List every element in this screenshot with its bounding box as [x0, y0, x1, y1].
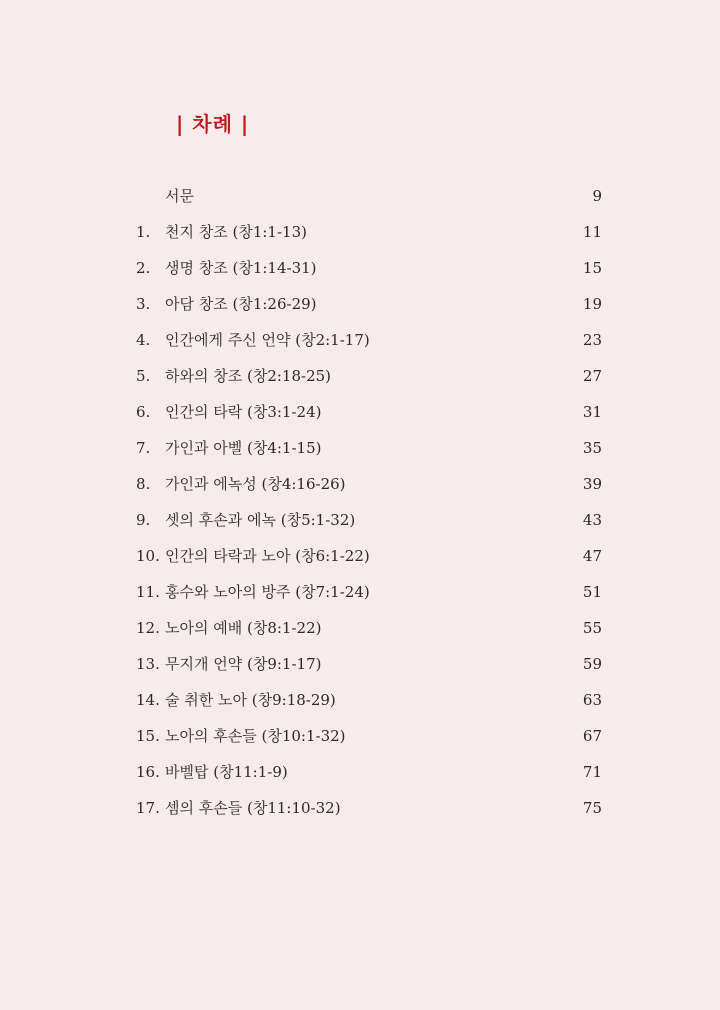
- toc-entry-page-number: 35: [582, 439, 602, 457]
- toc-heading: | 차례 |: [176, 112, 250, 136]
- toc-entry-title: 홍수와 노아의 방주 (창7:1-24): [165, 583, 370, 601]
- toc-entry-number: 5.: [136, 367, 151, 385]
- toc-entry-page-number: 43: [582, 511, 602, 529]
- toc-entry-title: 천지 창조 (창1:1-13): [165, 223, 307, 241]
- toc-entry[interactable]: [136, 214, 602, 250]
- toc-entry-page-number: 75: [582, 799, 602, 817]
- toc-entry-page-number: 39: [582, 475, 602, 493]
- toc-entry-title: 가인과 아벨 (창4:1-15): [165, 439, 322, 457]
- toc-entry-title: 바벨탑 (창11:1-9): [165, 763, 288, 781]
- toc-entry[interactable]: [136, 790, 602, 826]
- toc-entry-number: 9.: [136, 511, 151, 529]
- toc-entry[interactable]: [136, 502, 602, 538]
- toc-entry[interactable]: [136, 754, 602, 790]
- toc-entry-number: 1.: [136, 223, 151, 241]
- toc-entry-title: 가인과 에녹성 (창4:16-26): [165, 475, 346, 493]
- toc-entry-title: 서문: [165, 187, 194, 205]
- toc-entry-number: 8.: [136, 475, 151, 493]
- toc-entry-page-number: 15: [582, 259, 602, 277]
- toc-entry-number: 14.: [136, 691, 160, 709]
- toc-entry-title: 인간의 타락과 노아 (창6:1-22): [165, 547, 370, 565]
- toc-entry-title: 술 취한 노아 (창9:18-29): [165, 691, 336, 709]
- toc-entry-number: 11.: [136, 583, 160, 601]
- toc-entry[interactable]: [136, 430, 602, 466]
- toc-entry-page-number: 51: [582, 583, 602, 601]
- toc-entry-number: 10.: [136, 547, 160, 565]
- toc-entry-title: 노아의 예배 (창8:1-22): [165, 619, 322, 637]
- toc-entry-page-number: 23: [582, 331, 602, 349]
- toc-entry-number: 16.: [136, 763, 160, 781]
- toc-entry-title: 인간에게 주신 언약 (창2:1-17): [165, 331, 370, 349]
- toc-entry[interactable]: [136, 682, 602, 718]
- toc-entry[interactable]: [136, 178, 602, 214]
- toc-entry-page-number: 27: [582, 367, 602, 385]
- toc-entry[interactable]: [136, 394, 602, 430]
- toc-entry-title: 생명 창조 (창1:14-31): [165, 259, 317, 277]
- toc-entry-title: 인간의 타락 (창3:1-24): [165, 403, 322, 421]
- toc-entry[interactable]: [136, 610, 602, 646]
- toc-entry-number: 4.: [136, 331, 151, 349]
- toc-entry[interactable]: [136, 646, 602, 682]
- toc-entry[interactable]: [136, 466, 602, 502]
- toc-entry[interactable]: [136, 718, 602, 754]
- toc-list: [136, 178, 602, 826]
- toc-entry-number: 15.: [136, 727, 160, 745]
- toc-entry[interactable]: [136, 286, 602, 322]
- toc-entry-page-number: 55: [582, 619, 602, 637]
- toc-entry-number: 2.: [136, 259, 151, 277]
- toc-entry-title: 아담 창조 (창1:26-29): [165, 295, 317, 313]
- toc-entry-page-number: 11: [582, 223, 602, 241]
- toc-entry-title: 셋의 후손과 에녹 (창5:1-32): [165, 511, 356, 529]
- toc-entry-page-number: 71: [582, 763, 602, 781]
- toc-entry-page-number: 67: [582, 727, 602, 745]
- toc-entry-page-number: 59: [582, 655, 602, 673]
- toc-entry-page-number: 47: [582, 547, 602, 565]
- toc-entry-page-number: 31: [582, 403, 602, 421]
- toc-entry[interactable]: [136, 538, 602, 574]
- toc-entry-number: 13.: [136, 655, 160, 673]
- toc-entry-title: 무지개 언약 (창9:1-17): [165, 655, 322, 673]
- toc-entry[interactable]: [136, 574, 602, 610]
- toc-entry-number: 7.: [136, 439, 151, 457]
- toc-entry[interactable]: [136, 322, 602, 358]
- toc-entry[interactable]: [136, 358, 602, 394]
- toc-entry[interactable]: [136, 250, 602, 286]
- toc-entry-number: 6.: [136, 403, 151, 421]
- toc-entry-number: 17.: [136, 799, 160, 817]
- toc-entry-title: 하와의 창조 (창2:18-25): [165, 367, 332, 385]
- toc-entry-page-number: 9: [592, 187, 602, 205]
- toc-entry-number: 12.: [136, 619, 160, 637]
- toc-entry-page-number: 63: [582, 691, 602, 709]
- toc-entry-title: 노아의 후손들 (창10:1-32): [165, 727, 346, 745]
- toc-entry-title: 셈의 후손들 (창11:10-32): [165, 799, 341, 817]
- toc-entry-page-number: 19: [582, 295, 602, 313]
- toc-entry-number: 3.: [136, 295, 151, 313]
